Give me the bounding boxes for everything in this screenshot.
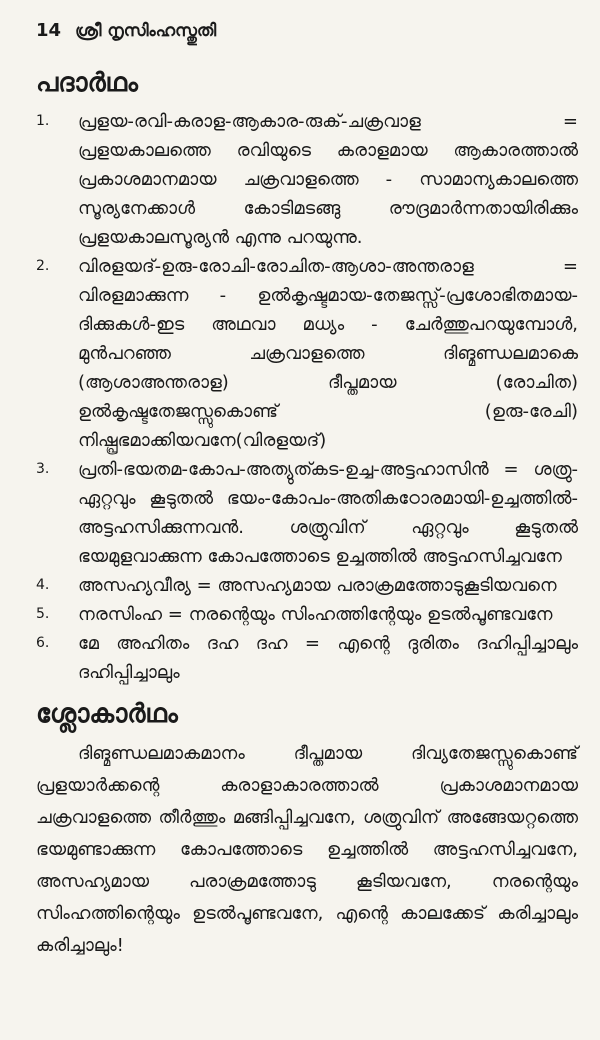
running-header xyxy=(36,20,578,56)
list-item xyxy=(36,629,578,687)
item-text: നരസിംഹ = നരന്റെയും സിംഹത്തിന്റേയും ഉടൽപൂണ്ടവനേ xyxy=(78,604,553,625)
item-number: 4. xyxy=(36,577,50,593)
item-number: 3. xyxy=(36,461,50,477)
word-meaning-list xyxy=(36,107,578,687)
item-text: അസഹ്യവീര്യ = അസഹ്യമായ പരാക്രമത്തോടുകൂടിയവനെ xyxy=(78,575,557,596)
list-item xyxy=(36,252,578,455)
item-number: 5. xyxy=(36,606,50,622)
list-item xyxy=(36,571,578,600)
item-number: 2. xyxy=(36,258,50,274)
slokartham-heading: ശ്ലോകാർഥം xyxy=(36,699,178,729)
verse-meaning-paragraph: ദിങ്മണ്ഡലമാകമാനം ദീപ്തമായ ദിവ്യതേജസ്സുകൊണ്ട് പ്രളയാർക്കന്റെ കരാളാകാരത്താൽ പ്രകാശമാനമായ ചക്രവാളത്തെ തീർത്തും മങ്ങിപ്പിച്ചവനേ, ശത്രുവിന് അങ്ങേയറ്റത്തെ ഭയമുണ്ടാക്കുന്ന കോപത്തോടെ ഉച്ചത്തിൽ അട്ടഹസിച്ചവനേ, അസഹ്യമായ പരാക്രമത്തോടു കൂടിയവനേ, നരന്റെയും സിംഹത്തിന്റെയും ഉടൽപൂണ്ടവനേ, എന്റെ കാലക്കേട് കരിച്ചാലും കരിച്ചാലും! xyxy=(36,743,578,956)
item-number: 1. xyxy=(36,113,50,129)
item-text: മേ അഹിതം ദഹ ദഹ = എന്റെ ദുരിതം ദഹിപ്പിച്ചാലും ദഹിപ്പിച്ചാലും xyxy=(78,633,578,683)
item-text: പ്രളയ-രവി-കരാള-ആകാര-രുക്-ചക്രവാള = പ്രളയകാലത്തെ രവിയുടെ കരാളമായ ആകാരത്താൽ പ്രകാശമാനമായ ചക്രവാളത്തെ - സാമാന്യകാലത്തെ സൂര്യനേക്കാൾ കോടിമടങ്ങു രൗദ്രമാർന്നതായിരിക്കും പ്രളയകാലസൂര്യൻ എന്നു പറയുന്നു. xyxy=(78,111,578,248)
running-title: ശ്രീ നൃസിംഹസ്തുതി xyxy=(75,21,217,41)
item-text: പ്രതി-ഭയതമ-കോപ-അത്യുത്കട-ഉച്ച-അട്ടഹാസിൻ = ശത്രു- ഏറ്റവും കൂടുതൽ ഭയം-കോപം-അതികഠോരമായി-ഉച്ചത്തിൽ-അട്ടഹസിക്കുന്നവൻ. ശത്രുവിന് ഏറ്റവും കൂടുതൽ ഭയമുളവാക്കുന്ന കോപത്തോടെ ഉച്ചത്തിൽ അട്ടഹസിച്ചവനേ xyxy=(78,459,578,567)
list-item xyxy=(36,455,578,571)
item-number: 6. xyxy=(36,635,50,651)
page-number: 14 xyxy=(36,20,62,41)
item-text: വിരളയദ്-ഉരു-രോചി-രോചിത-ആശാ-അന്തരാള = വിരളമാക്കുന്ന - ഉൽകൃഷ്ടമായ-തേജസ്സ്-പ്രശോഭിതമായ-ദിക്കുകൾ-ഇട അഥവാ മധ്യം - ചേർത്തുപറയുമ്പോൾ, മുൻപറഞ്ഞ ചക്രവാളത്തെ ദിങ്മണ്ഡലമാകെ (ആശാഅന്തരാള) ദീപ്തമായ (രോചിത) ഉൽകൃഷ്ടതേജസ്സുകൊണ്ട് (ഉരു-രേചി) നിഷ്പ്രഭമാക്കിയവനേ(വിരളയദ്) xyxy=(78,256,578,451)
list-item xyxy=(36,600,578,629)
padartham-heading: പദാർഥം xyxy=(36,68,138,98)
list-item xyxy=(36,107,578,252)
